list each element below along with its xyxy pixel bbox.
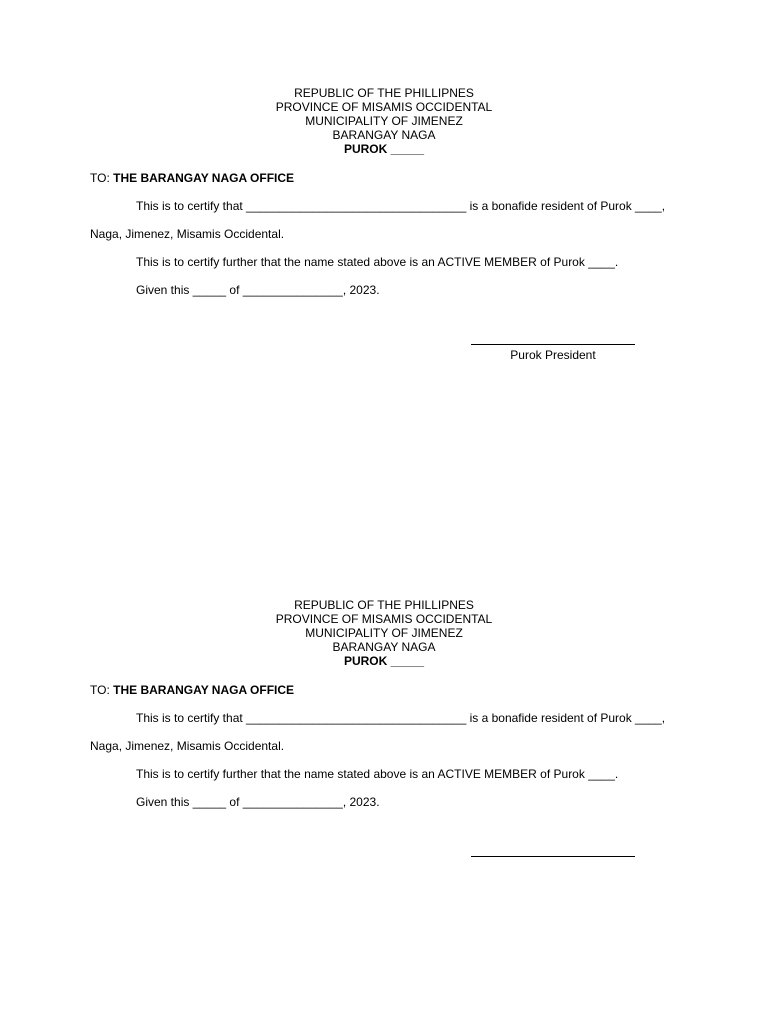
certify-member-text: This is to certify further that the name stated above is an ACTIVE MEMBER of Purok ____.: [136, 255, 619, 269]
header-purok: PUROK _____: [343, 142, 425, 156]
addressee-label: TO:: [90, 171, 114, 185]
certify-member-text: This is to certify further that the name stated above is an ACTIVE MEMBER of Purok ____.: [136, 767, 619, 781]
addressee-office: THE BARANGAY NAGA OFFICE: [113, 683, 295, 697]
certify-resident-text-cont: Naga, Jimenez, Misamis Occidental.: [90, 227, 285, 241]
given-date-text: Given this _____ of _______________, 2023.: [136, 795, 380, 809]
document-header: [0, 598, 768, 668]
header-barangay: BARANGAY NAGA: [332, 128, 436, 142]
certify-resident-text-cont: Naga, Jimenez, Misamis Occidental.: [90, 739, 285, 753]
addressee-line: [90, 683, 294, 697]
header-municipality: MUNICIPALITY OF JIMENEZ: [305, 626, 463, 640]
signature-title: Purok President: [510, 348, 596, 362]
signature-block: [471, 846, 635, 860]
addressee-office: THE BARANGAY NAGA OFFICE: [113, 171, 295, 185]
certificate-2: [0, 598, 768, 898]
certificate-1: [0, 86, 768, 386]
header-province: PROVINCE OF MISAMIS OCCIDENTAL: [275, 100, 493, 114]
addressee-label: TO:: [90, 683, 114, 697]
header-republic: REPUBLIC OF THE PHILLIPNES: [294, 86, 474, 100]
header-republic: REPUBLIC OF THE PHILLIPNES: [294, 598, 474, 612]
signature-line: [471, 334, 635, 345]
document-header: [0, 86, 768, 156]
header-purok: PUROK _____: [343, 654, 425, 668]
header-barangay: BARANGAY NAGA: [332, 640, 436, 654]
given-date-text: Given this _____ of _______________, 2023.: [136, 283, 380, 297]
header-province: PROVINCE OF MISAMIS OCCIDENTAL: [275, 612, 493, 626]
certify-resident-text: This is to certify that _________________________________ is a bonafide resident of Purok ____,: [136, 199, 666, 213]
certify-resident-text: This is to certify that _________________________________ is a bonafide resident of Purok ____,: [136, 711, 666, 725]
signature-block: [471, 334, 635, 362]
header-municipality: MUNICIPALITY OF JIMENEZ: [305, 114, 463, 128]
signature-line: [471, 846, 635, 857]
addressee-line: [90, 171, 294, 185]
